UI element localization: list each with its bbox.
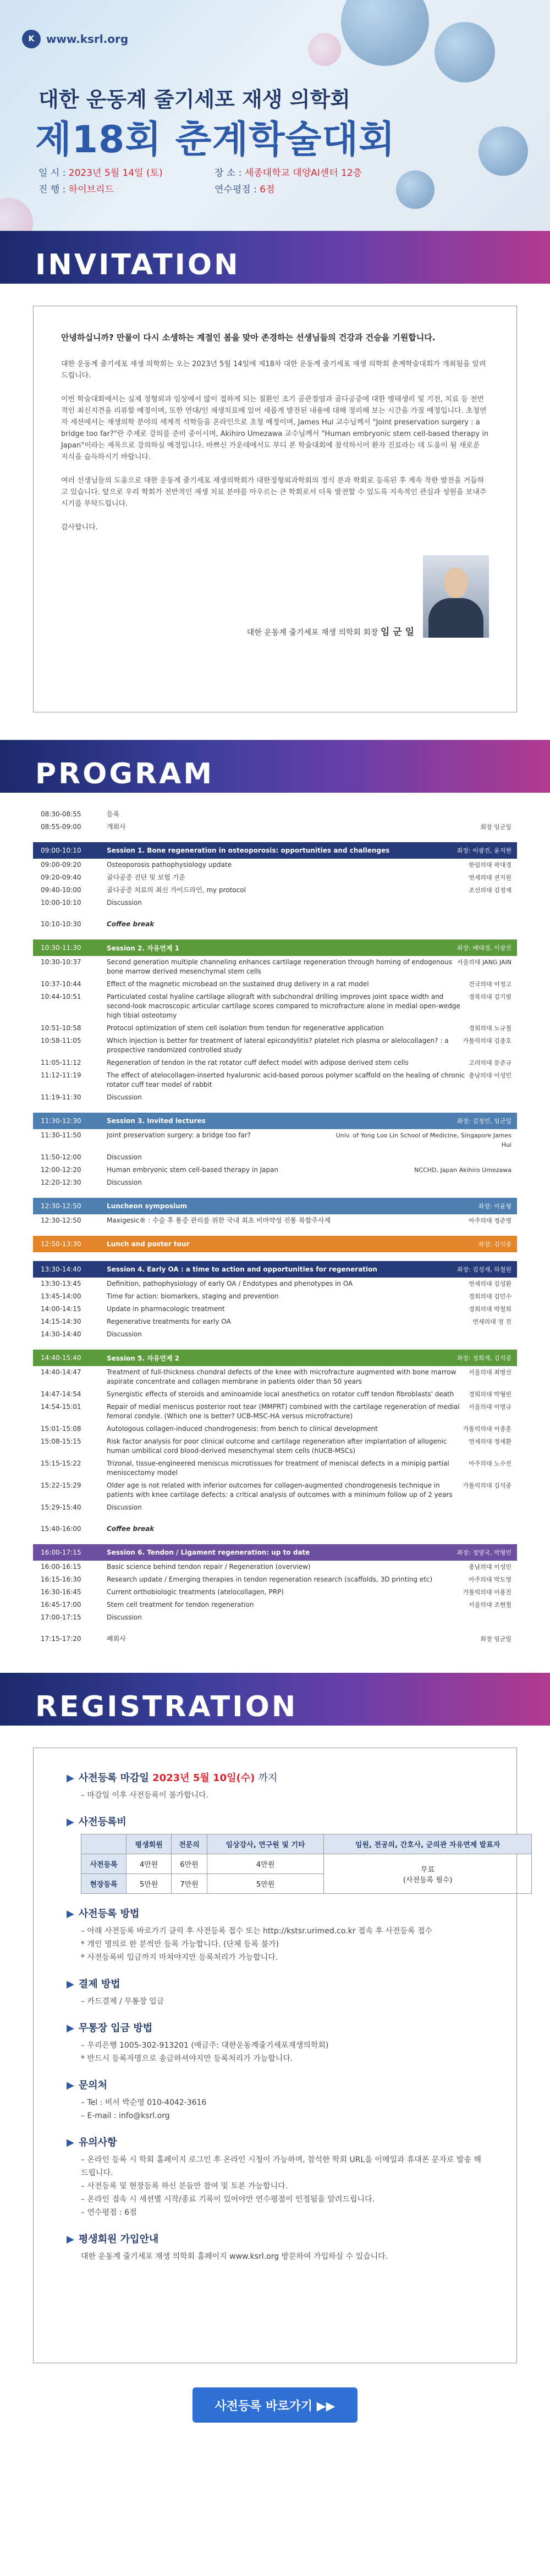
- fee-column-header: [81, 1834, 127, 1854]
- schedule-time: 11:19-11:30: [41, 1093, 81, 1101]
- schedule-row: [33, 1315, 517, 1328]
- schedule-time: 12:00-12:20: [41, 1166, 81, 1174]
- schedule-row: [33, 991, 517, 1022]
- schedule-spacer: [33, 1341, 517, 1350]
- schedule-speaker: 서울의대 조현철: [469, 1601, 512, 1608]
- payment-heading: ▶ 결제 방법: [67, 1978, 120, 1990]
- bank-line: * 반드시 등록자명으로 송금하셔야지만 등록처리가 가능합니다.: [81, 2054, 293, 2063]
- virus-decoration: [341, 0, 429, 66]
- register-button[interactable]: 사전등록 바로가기 ▶▶: [193, 2387, 358, 2423]
- schedule-title: Discussion: [107, 1179, 142, 1186]
- virus-decoration: [435, 22, 495, 82]
- session-header: [33, 1236, 517, 1252]
- schedule-time: 09:20-09:40: [41, 874, 81, 881]
- schedule-time: 10:30-10:37: [41, 958, 81, 966]
- logo-icon: K: [22, 30, 41, 48]
- invitation-paragraph: 여러 선생님들의 도움으로 대한 운동계 줄기세포 재생의학회가 대한정형외과학회의 정식 분과 학회로 등록된 후 계속 착한 발전을 거듭하고 있습니다. 앞으로 우리 학회가 전반적인 재생 치료 분야를 아우르는 큰 학회로서 더욱 발전할 수 있도록 지속적인 관심과 성원을 보내주시기를 부탁드립니다.: [61, 477, 487, 508]
- arrow-icon: ▶: [67, 1908, 74, 1920]
- schedule-title: Update in pharmacologic treatment: [107, 1305, 225, 1313]
- schedule-speaker: 경북의대 김기범: [469, 993, 512, 1000]
- schedule-speaker: 좌장: 배대경, 이광진: [457, 944, 512, 952]
- site-url: www.ksrl.org: [46, 32, 129, 46]
- schedule-time: 14:54-15:01: [41, 1403, 81, 1411]
- schedule-speaker: 고려의대 문준규: [469, 1059, 512, 1066]
- cell-decoration: [0, 198, 33, 231]
- schedule-title: Discussion: [107, 1330, 142, 1338]
- method-heading: ▶ 사전등록 방법: [67, 1908, 140, 1920]
- invitation-greeting: 안녕하십니까? 만물이 다시 소생하는 계절인 봄을 맞아 존경하는 선생님들의 건강과 건승을 기원합니다.: [61, 333, 436, 342]
- schedule-speaker: 가톨릭의대 김종호: [463, 1037, 512, 1044]
- schedule-title: Effect of the magnetic microbead on the sustained drug delivery in a rat model: [107, 980, 369, 988]
- schedule-row: [33, 1035, 517, 1057]
- schedule-title: Treatment of full-thickness chondral defects of the knee with microfracture augmented with bone marrow aspirate concentrate and collagen membrane in patients older than 50 years: [107, 1368, 457, 1385]
- site-logo[interactable]: [22, 30, 128, 48]
- schedule-time: 14:15-14:30: [41, 1318, 81, 1325]
- schedule-speaker: 좌장: 정양국, 박형빈: [457, 1549, 512, 1556]
- program-schedule: [33, 808, 517, 1645]
- schedule-title: Older age is not related with inferior outcomes for collagen-augmented chondrogenesis technique in patients with knee cartilage defects: a critical analysis of outcomes with a minimum follow up of 2 years: [107, 1482, 453, 1499]
- schedule-title: 개회사: [107, 823, 126, 831]
- schedule-speaker: 서울의대 JANG JAIN: [457, 959, 512, 966]
- society-name: 대한 운동계 줄기세포 재생 의학회: [38, 87, 350, 112]
- schedule-speaker: 경희의대 박철희: [469, 1306, 512, 1313]
- schedule-title: Basic science behind tendon repair / Regeneration (overview): [107, 1563, 311, 1571]
- schedule-title: Particulated costal hyaline cartilage allograft with subchondral drilling improves joint space width and second-look macroscopic articular cartilage scores compared to microfracture alone in medial open-wedge high tibial osteotomy: [107, 993, 460, 1019]
- method-line: * 사전등록비 입금까지 마쳐야지만 등록처리가 가능합니다.: [81, 1953, 278, 1962]
- schedule-title: Lunch and poster tour: [107, 1240, 190, 1248]
- schedule-title: Synergistic effects of steroids and aminoamide local anesthetics on rotator cuff tendon fibroblasts' death: [107, 1390, 454, 1398]
- registration-header: [0, 1673, 550, 1726]
- session-header: [33, 939, 517, 956]
- schedule-title: Session 1. Bone regeneration in osteoporosis: opportunities and challenges: [107, 847, 390, 854]
- schedule-row: [33, 978, 517, 991]
- schedule-row: [33, 1401, 517, 1423]
- schedule-speaker: 건국의대 이정고: [469, 981, 512, 988]
- schedule-speaker: 가톨릭의대 김석중: [463, 1482, 512, 1489]
- schedule-speaker: 좌장: 김정민, 임군일: [457, 1118, 512, 1125]
- fee-column-header: 임원, 전공의, 간호사, 군의관 자유연제 발표자: [324, 1834, 532, 1854]
- schedule-row: [33, 859, 517, 871]
- schedule-title: Protocol optimization of stem cell isolation from tendon for regenerative application: [107, 1024, 384, 1032]
- arrow-icon: ▶: [67, 2022, 74, 2034]
- schedule-title: Regenerative treatments for early OA: [107, 1318, 231, 1325]
- schedule-title: Time for action: biomarkers, staging and prevention: [107, 1292, 279, 1300]
- schedule-time: 15:22-15:29: [41, 1482, 81, 1489]
- schedule-title: Which injection is better for treatment of lateral epicondylitis? platelet rich plasma or alelocollagen? : a prospective randomized controlled study: [107, 1037, 449, 1054]
- schedule-speaker: 연세의대 정세환: [469, 1438, 512, 1445]
- schedule-time: 12:50-13:30: [41, 1240, 81, 1248]
- schedule-speaker: 좌장: 이윤형: [478, 1203, 512, 1210]
- fee-row: [81, 1854, 532, 1874]
- fee-column-header: 평생회원: [127, 1834, 172, 1854]
- schedule-row: [33, 1303, 517, 1315]
- schedule-row: [33, 1328, 517, 1341]
- schedule-time: 13:30-13:45: [41, 1280, 81, 1287]
- schedule-title: Coffee break: [107, 1525, 155, 1533]
- schedule-row: [33, 871, 517, 884]
- schedule-row: [33, 1091, 517, 1104]
- schedule-speaker: Univ. of Yong Loo Lin School of Medicine, Singapore James Hui: [336, 1132, 512, 1148]
- schedule-spacer: [33, 1252, 517, 1261]
- schedule-spacer: [33, 1514, 517, 1523]
- schedule-speaker: 아주의대 노수진: [469, 1460, 512, 1467]
- schedule-title: Research update / Emerging therapies in tendon regeneration research (scaffolds, 3D printing etc): [107, 1576, 433, 1583]
- program-header: [0, 740, 550, 793]
- schedule-title: 폐회사: [107, 1635, 126, 1643]
- virus-decoration: [479, 126, 528, 176]
- fee-free-text: 무료: [421, 1865, 435, 1874]
- schedule-time: 11:50-12:00: [41, 1153, 81, 1161]
- fee-free-note: (사전등록 필수): [403, 1876, 453, 1884]
- schedule-spacer: [33, 1189, 517, 1198]
- schedule-time: 14:47-14:54: [41, 1390, 81, 1398]
- arrow-icon: ▶: [67, 1978, 74, 1990]
- date-value: 2023년 5월 14일 (토): [68, 168, 163, 179]
- schedule-time: 13:45-14:00: [41, 1292, 81, 1300]
- schedule-title: Maxigesic® : 수술 후 통증 관리를 위한 국내 최초 비마약성 진통 복합주사제: [107, 1217, 331, 1224]
- schedule-title: Trizonal, tissue-engineered meniscus microtissues for treatment of meniscal defects in a minipig partial meniscectomy model: [107, 1460, 449, 1477]
- schedule-speaker: 좌장: 정희재, 김석중: [457, 1355, 512, 1362]
- bank-heading: ▶ 무통장 입금 방법: [67, 2022, 153, 2034]
- schedule-time: 14:40-14:47: [41, 1368, 81, 1376]
- schedule-time: 09:00-10:10: [41, 847, 81, 854]
- schedule-row: [33, 897, 517, 909]
- schedule-row: [33, 1057, 517, 1069]
- president-signature: [247, 624, 414, 638]
- schedule-spacer: [33, 909, 517, 918]
- event-title: 제18회 춘계학술대회: [35, 118, 395, 162]
- schedule-title: Osteoporosis pathophysiology update: [107, 861, 232, 869]
- fee-column-header: 전문의: [172, 1834, 207, 1854]
- schedule-time: 15:40-16:00: [41, 1525, 81, 1533]
- schedule-time: 17:00-17:15: [41, 1613, 81, 1621]
- schedule-spacer: [33, 1535, 517, 1544]
- program-heading: PROGRAM: [35, 758, 215, 791]
- format-label: 진 행 :: [38, 184, 66, 195]
- schedule-time: 16:30-16:45: [41, 1588, 81, 1596]
- schedule-time: 16:00-17:15: [41, 1549, 81, 1556]
- invitation-letter: [33, 306, 517, 712]
- schedule-title: Discussion: [107, 899, 142, 906]
- session-header: [33, 1198, 517, 1214]
- signature-prefix: 대한 운동계 줄기세포 재생 의학회 회장: [246, 628, 378, 637]
- schedule-time: 16:45-17:00: [41, 1601, 81, 1608]
- schedule-row: [33, 1457, 517, 1479]
- format-value: 하이브리드: [68, 184, 114, 195]
- date-label: 일 시 :: [38, 168, 66, 179]
- notice-line: – 온라인 접속 시 세션별 시작/종료 기록이 있어야만 연수평점이 인정됨을 알려드립니다.: [81, 2195, 375, 2204]
- event-info: [38, 165, 362, 198]
- schedule-time: 12:30-12:50: [41, 1217, 81, 1224]
- fee-cell: 7만원: [172, 1874, 207, 1894]
- schedule-time: 09:00-09:20: [41, 861, 81, 869]
- schedule-time: 10:44-10:51: [41, 993, 81, 1000]
- schedule-speaker: 충남의대 이성민: [469, 1563, 512, 1571]
- schedule-time: 11:12-11:19: [41, 1071, 81, 1079]
- arrow-icon: ▶: [67, 2234, 74, 2245]
- schedule-speaker: NCCHD, Japan Akihiro Umezawa: [414, 1167, 512, 1174]
- invitation-header: [0, 231, 550, 284]
- coffee-break-row: [33, 918, 517, 931]
- schedule-speaker: 연세의대 김성환: [469, 1280, 512, 1287]
- signature: [61, 555, 489, 638]
- schedule-title: Repair of medial meniscus posterior root tear (MMPRT) combined with the cartilage regeneration of medial femoral condyle. (Which one is better? UCB-MSC-HA versus microfracture): [107, 1403, 460, 1420]
- schedule-spacer: [33, 1624, 517, 1633]
- schedule-time: 17:15-17:20: [41, 1635, 81, 1643]
- schedule-row: [33, 1129, 517, 1151]
- schedule-row: [33, 1501, 517, 1514]
- schedule-time: 15:29-15:40: [41, 1503, 81, 1511]
- session-header: [33, 842, 517, 859]
- schedule-title: Coffee break: [107, 920, 155, 928]
- schedule-speaker: 경희의대 노규철: [469, 1025, 512, 1032]
- schedule-title: Discussion: [107, 1613, 142, 1621]
- schedule-time: 14:30-14:40: [41, 1330, 81, 1338]
- fee-cell: [324, 1854, 532, 1894]
- schedule-title: Second generation multiple channeling enhances cartilage regeneration through homing of endogenous bone marrow derived mesenchymal stem cells: [107, 958, 452, 975]
- schedule-row: [33, 1423, 517, 1435]
- president-name: 임 군 일: [380, 627, 414, 638]
- deadline-date: 2023년 5월 10일(수): [152, 1772, 255, 1784]
- schedule-row: [33, 808, 517, 821]
- schedule-title: Session 2. 자유연제 1: [107, 944, 180, 952]
- schedule-speaker: 조선의대 김정재: [469, 887, 512, 894]
- schedule-time: 16:00-16:15: [41, 1563, 81, 1571]
- schedule-time: 14:00-14:15: [41, 1305, 81, 1313]
- notice-line: – 연수평점 : 6점: [81, 2208, 137, 2217]
- fee-cell: 5만원: [127, 1874, 172, 1894]
- credit-label: 연수평점 :: [215, 184, 257, 195]
- fee-row-label: 사전등록: [81, 1854, 127, 1874]
- method-line: – 아래 사전등록 바로가기 클릭 후 사전등록 접수 또는 http://kstsr.urimed.co.kr 접속 후 사전등록 접수: [81, 1927, 433, 1936]
- schedule-title: Session 3. Invited lectures: [107, 1117, 206, 1125]
- bank-line: – 우리은행 1005-302-913201 (예금주: 대한운동계줄기세포재생의학회): [81, 2041, 329, 2050]
- schedule-spacer: [33, 931, 517, 939]
- schedule-speaker: 회장 임군일: [480, 823, 512, 831]
- session-header: [33, 1350, 517, 1366]
- schedule-time: 08:30-08:55: [41, 810, 81, 818]
- schedule-title: Discussion: [107, 1093, 142, 1101]
- schedule-title: Joint preservation surgery: a bridge too far?: [107, 1131, 251, 1139]
- schedule-row: [33, 1573, 517, 1586]
- schedule-title: 등록: [107, 810, 120, 818]
- schedule-time: 13:30-14:40: [41, 1265, 81, 1273]
- schedule-spacer: [33, 833, 517, 842]
- schedule-time: 08:55-09:00: [41, 823, 81, 831]
- method-line: * 개인 명의로 한 분씩만 등록 가능합니다. (단체 등록 불가): [81, 1940, 279, 1949]
- schedule-row: [33, 1022, 517, 1035]
- arrow-icon: ▶: [67, 1816, 74, 1828]
- schedule-time: 10:10-10:30: [41, 920, 81, 928]
- schedule-speaker: 경희의대 박형빈: [469, 1391, 512, 1398]
- arrow-icon: ▶: [67, 2137, 74, 2148]
- deadline-heading: ▶ 사전등록 마감일 2023년 5월 10일(수) 까지: [67, 1772, 278, 1784]
- contact-email[interactable]: – E-mail : info@ksrl.org: [81, 2111, 170, 2120]
- schedule-speaker: 좌장: 김성재, 하철원: [457, 1266, 512, 1273]
- schedule-speaker: 한림의대 곽대경: [469, 861, 512, 869]
- fee-header-row: [81, 1834, 532, 1854]
- invitation-thanks: 감사합니다.: [61, 523, 98, 532]
- schedule-title: Discussion: [107, 1503, 142, 1511]
- coffee-break-row: [33, 1523, 517, 1535]
- schedule-time: 16:15-16:30: [41, 1576, 81, 1583]
- notice-line: – 온라인 등록 시 학회 홈페이지 로그인 후 온라인 시청이 가능하며, 참석한 학회 URL을 이메일과 휴대폰 문자로 발송 해 드립니다.: [81, 2155, 481, 2177]
- schedule-row: [33, 956, 517, 978]
- schedule-time: 11:30-12:30: [41, 1117, 81, 1125]
- schedule-time: 10:58-11:05: [41, 1037, 81, 1044]
- schedule-row: [33, 1388, 517, 1401]
- schedule-row: [33, 821, 517, 833]
- schedule-row: [33, 1164, 517, 1176]
- schedule-row: [33, 1069, 517, 1091]
- hero-banner: [0, 0, 550, 231]
- schedule-speaker: 연세의대 정 진: [472, 1318, 512, 1325]
- fee-column-header: 임상강사, 연구원 및 기타: [207, 1834, 323, 1854]
- schedule-time: 10:51-10:58: [41, 1024, 81, 1032]
- session-header: [33, 1544, 517, 1561]
- notice-heading: ▶ 유의사항: [67, 2137, 117, 2148]
- schedule-speaker: 충남의대 이성민: [469, 1072, 512, 1079]
- schedule-row: [33, 1561, 517, 1573]
- schedule-speaker: 경희의대 김민수: [469, 1293, 512, 1300]
- schedule-speaker: 서울의대 이명규: [469, 1403, 512, 1411]
- arrow-icon: ▶: [67, 2080, 74, 2091]
- schedule-time: 09:40-10:00: [41, 886, 81, 894]
- payment-line: – 카드결제 / 무통장 입금: [81, 1997, 164, 2006]
- arrow-icon: ▶: [67, 1772, 74, 1784]
- schedule-speaker: 좌장: 이광진, 윤지현: [457, 847, 512, 854]
- schedule-title: The effect of atelocollagen-inserted hyaluronic acid-based porous polymer scaffold on the healing of chronic rotator cuff tear model of rabbit: [107, 1071, 465, 1088]
- schedule-row: [33, 1290, 517, 1303]
- notice-line: – 사전등록 및 현장등록 하신 분들만 참여 및 토론 가능합니다.: [81, 2182, 288, 2191]
- schedule-title: Risk factor analysis for poor clinical outcome and cartilage regeneration after implantation of allogenic human umbilical cord blood-derived mesenchymal stem cells (hUCB-MSCs): [107, 1438, 447, 1455]
- place-label: 장 소 :: [215, 168, 242, 179]
- schedule-time: 10:30-11:30: [41, 944, 81, 952]
- deadline-note: – 마감일 이후 사전등록이 불가합니다.: [81, 1791, 209, 1800]
- schedule-title: 골다공증 치료의 최신 가이드라인, my protocol: [107, 886, 246, 894]
- schedule-speaker: 아주의대 정준영: [469, 1217, 512, 1224]
- schedule-title: Discussion: [107, 1153, 142, 1161]
- schedule-row: [33, 884, 517, 897]
- schedule-row: [33, 1366, 517, 1388]
- fee-heading: ▶ 사전등록비: [67, 1816, 127, 1828]
- schedule-speaker: 서울의대 최병선: [469, 1369, 512, 1376]
- schedule-row: [33, 1176, 517, 1189]
- invitation-paragraph: 이번 학술대회에서는 실제 정형외과 임상에서 많이 접하게 되는 질환인 조기 골관절염과 골다공증에 대한 병태생리 및 기전, 치료 등 전반적인 최신지견을 리뷰할 예정이며, 또한 연대/인 재생치료에 있어 새롭게 발전된 내용에 대해 정리해 보는 시간을 가질 예정입니다. 초청연자 세션에서는 재생의학 분야의 세계적 석학들을 온라인으로 초청 예정이며, James Hui 교수님께서 "Joint preservation surgery : a bridge too far?"란 주제로 강의를 준비 중이시며, Akihiro Umezawa 교수님께서 "Human embryonic stem cell-based therapy in Japan"이라는 제목으로 강의하실 예정입니다. 바쁘신 가운데에서도 부디 본 학술대회에 참석하시어 환자 진료라는 데 도움이 될 새로운 지식을 습득하시기 바랍니다.: [61, 395, 489, 461]
- schedule-title: Human embryonic stem cell-based therapy in Japan: [107, 1166, 279, 1174]
- schedule-row: [33, 1586, 517, 1599]
- fee-cell: 4만원: [127, 1854, 172, 1874]
- session-header: [33, 1113, 517, 1129]
- registration-info: [33, 1748, 517, 2363]
- schedule-time: 14:40-15:40: [41, 1354, 81, 1362]
- schedule-time: 15:15-15:22: [41, 1460, 81, 1467]
- contact-line: – Tel : 비서 박순영 010-4042-3616: [81, 2098, 207, 2107]
- fee-cell: 4만원: [207, 1854, 323, 1874]
- place-value: 세종대학교 대양AI센터 12층: [244, 168, 362, 179]
- schedule-row: [33, 1278, 517, 1290]
- fee-cell: 6만원: [172, 1854, 207, 1874]
- schedule-speaker: 아주의대 박도영: [469, 1576, 512, 1583]
- schedule-title: Regeneration of tendon in the rat rotator cuff defect model with adipose derived stem cells: [107, 1059, 409, 1066]
- schedule-title: 골다공증 진단 및 보험 기준: [107, 874, 185, 881]
- schedule-speaker: 좌장: 김석중: [478, 1241, 512, 1248]
- schedule-speaker: 가톨릭의대 이종훈: [463, 1425, 512, 1433]
- contact-heading: ▶ 문의처: [67, 2080, 108, 2091]
- schedule-row: [33, 1479, 517, 1501]
- schedule-spacer: [33, 1227, 517, 1236]
- schedule-time: 15:01-15:08: [41, 1425, 81, 1433]
- fee-table: [81, 1834, 532, 1894]
- schedule-title: Stem cell treatment for tendon regeneration: [107, 1601, 254, 1608]
- schedule-time: 12:30-12:50: [41, 1202, 81, 1210]
- schedule-title: Autologous collagen-induced chondrogenesis: from bench to clinical development: [107, 1425, 378, 1433]
- schedule-time: 10:00-10:10: [41, 899, 81, 906]
- fee-row-label: 현장등록: [81, 1874, 127, 1894]
- schedule-row: [33, 1599, 517, 1611]
- schedule-time: 12:20-12:30: [41, 1179, 81, 1186]
- virus-decoration: [396, 170, 435, 209]
- schedule-row: [33, 1214, 517, 1227]
- schedule-title: Current orthobiologic treatments (atelocollagen, PRP): [107, 1588, 284, 1596]
- schedule-title: Session 6. Tendon / Ligament regeneration: up to date: [107, 1549, 310, 1556]
- schedule-spacer: [33, 1104, 517, 1113]
- schedule-row: [33, 1633, 517, 1645]
- registration-heading: REGISTRATION: [35, 1690, 298, 1723]
- president-photo: [423, 555, 489, 638]
- schedule-row: [33, 1151, 517, 1164]
- schedule-speaker: 가톨릭의대 이용진: [463, 1589, 512, 1596]
- schedule-time: 11:05-11:12: [41, 1059, 81, 1066]
- membership-heading: ▶ 평생회원 가입안내: [67, 2234, 159, 2245]
- schedule-time: 15:08-15:15: [41, 1438, 81, 1445]
- schedule-speaker: 연세의대 권지원: [469, 874, 512, 881]
- schedule-title: Session 5. 자유연제 2: [107, 1354, 180, 1362]
- schedule-row: [33, 1435, 517, 1457]
- schedule-title: Definition, pathophysiology of early OA / Endotypes and phenotypes in OA: [107, 1280, 353, 1287]
- invitation-heading: INVITATION: [35, 248, 240, 281]
- schedule-row: [33, 1611, 517, 1624]
- invitation-paragraph: 대한 운동계 줄기세포 재생 의학회는 오는 2023년 5월 14일에 제18차 대한 운동계 줄기세포 재생 의학회 춘계학술대회가 개최됨을 알려드립니다.: [61, 360, 486, 380]
- membership-line: 대한 운동계 줄기세포 재생 의학회 홈페이지 www.ksrl.org 방문하여 가입하실 수 있습니다.: [81, 2252, 388, 2261]
- schedule-speaker: 회장 임군일: [480, 1635, 512, 1643]
- cell-decoration: [308, 33, 341, 66]
- session-header: [33, 1261, 517, 1278]
- fee-cell: 5만원: [207, 1874, 323, 1894]
- credit-value: 6점: [260, 184, 275, 195]
- schedule-title: Session 4. Early OA : a time to action and opportunities for regeneration: [107, 1265, 377, 1273]
- schedule-time: 10:37-10:44: [41, 980, 81, 988]
- schedule-time: 11:30-11:50: [41, 1131, 81, 1139]
- schedule-title: Luncheon symposium: [107, 1202, 188, 1210]
